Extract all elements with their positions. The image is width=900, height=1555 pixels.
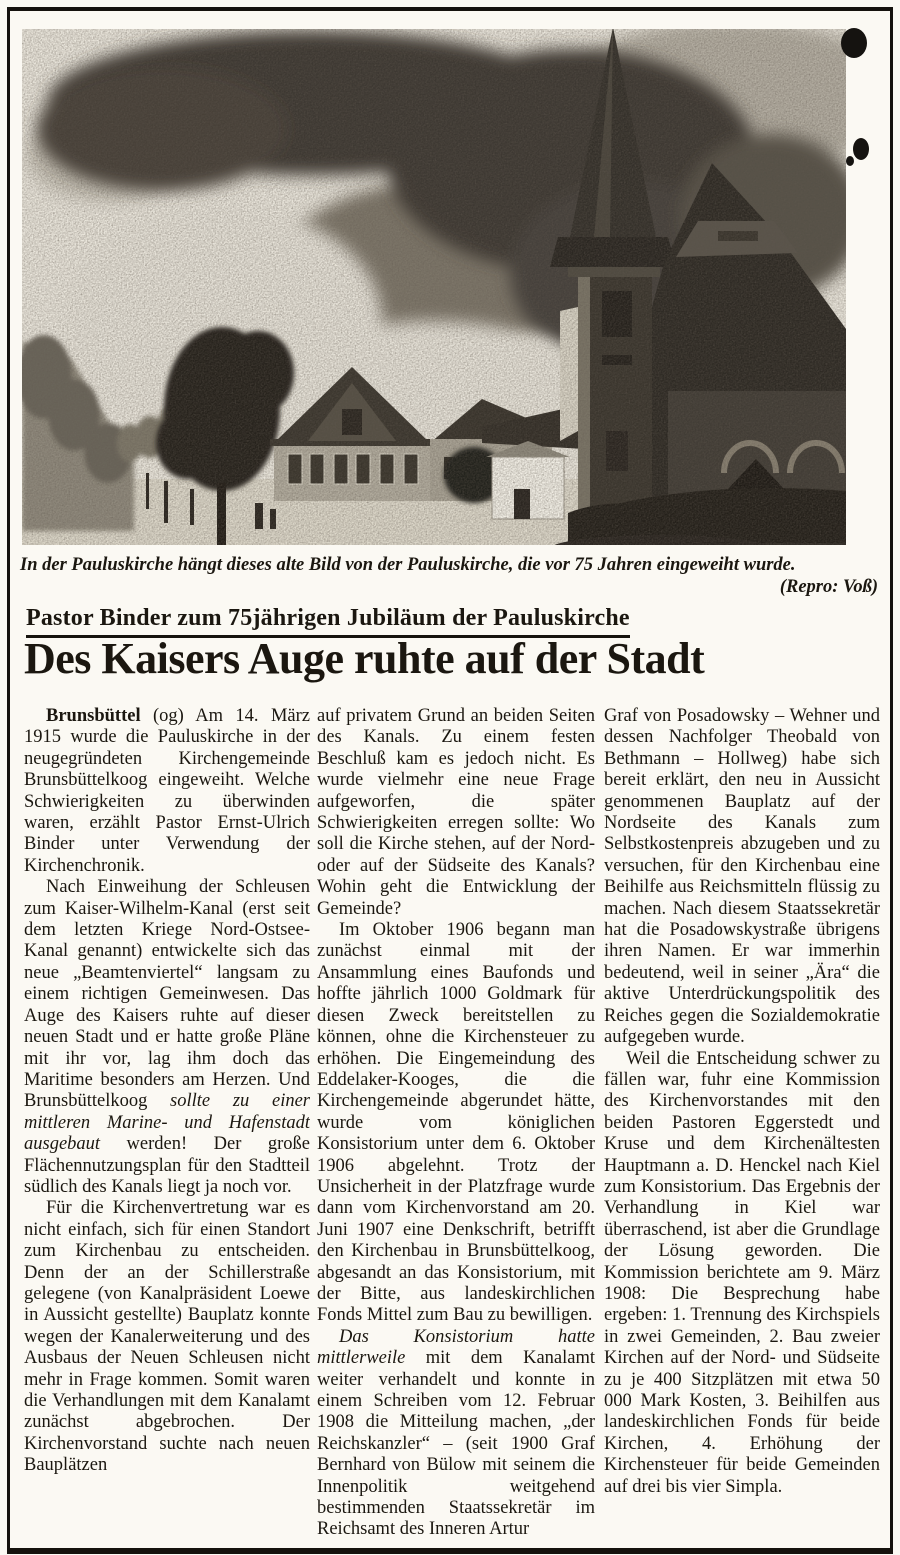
paragraph: auf privatem Grund an beiden Seiten des Kanals. Zu einem festen Beschluß kam es jedoch nicht. Es wurde vielmehr eine neue Frage aufgeworfen, die später Schwierigkeiten erregen sollte: Wo soll die Kirche stehen, auf der Nord- oder auf der Südseite des Kanals? Wohin geht die Entwicklung der Gemeinde? bbox=[317, 706, 595, 919]
paragraph bbox=[24, 877, 310, 1198]
paragraph-text: mit dem Kanalamt weiter verhandelt und konnte in einem Schreiben vom 12. Februar 1908 die Mitteilung machen, „der Reichskanzler“ – (seit 1900 Graf Bernhard von Bülow mit seinem die Innenpolitik weitgehend bestimmenden Staatssekretär im Reichsamt des Inneren Artur bbox=[317, 1348, 595, 1540]
paragraph: Graf von Posadowsky – Wehner und dessen Nachfolger Theobald von Bethmann – Hollweg) habe sich bereit erklärt, den neu in Aussicht genommenen Bauplatz auf der Nordseite des Kanals zum Selbstkostenpreis abzugeben und zu versuchen, für den Kirchenbau eine Beihilfe aus Reichsmitteln flüssig zu machen. Nach diesem Staatssekretär hat die Posadowskystraße übrigens ihren Namen. Er war immerhin bedeutend, weil in seiner „Ära“ die aktive Unterdrückungspolitik des Reiches gegen die Sozialdemokratie aufgegeben wurde. bbox=[604, 706, 880, 1048]
article-column-3 bbox=[604, 706, 880, 1544]
paragraph-text-italic: Das Konsistorium hatte mittlerweile bbox=[317, 1326, 595, 1369]
kicker: Pastor Binder zum 75jährigen Jubiläum der Pauluskirche bbox=[26, 605, 630, 638]
paragraph: Weil die Entscheidung schwer zu fällen war, fuhr eine Kommission des Kirchenvorstandes mit den beiden Pastoren Eggerstedt und Kruse und dem Kirchenältesten Hauptmann a. D. Henckel nach Kiel zum Konsistorium. Das Ergebnis der Verhandlung in Kiel war überraschend, ist aber die Grundlage der Lösung geworden. Die Kommission berichtete am 9. März 1908: Die Besprechung habe ergeben: 1. Trennung des Kirchspiels in zwei Gemeinden, 2. Bau zweier Kirchen auf der Nord- und Südseite zu je 400 Sitzplätzen mit etwa 50 000 Mark Kosten, 3. Beihilfen aus landeskirchlichen Fonds für beide Kirchen, 4. Erhöhung der Kirchensteuer für beide Gemeinden auf drei bis vier Simpla. bbox=[604, 1048, 880, 1497]
article-column-1 bbox=[24, 706, 310, 1544]
paragraph-text-italic: sollte zu einer mittleren Marine- und Hafenstadt ausgebaut bbox=[24, 1091, 310, 1155]
paragraph-text: Nach Einweihung der Schleusen zum Kaiser-Wilhelm-Kanal (erst seit dem letzten Kriege Nord-Ostsee-Kanal genannt) entwickelte sich das neue „Beamtenviertel“ langsam zu einem richtigen Gemeinwesen. Das Auge des Kaisers ruhte auf dieser neuen Stadt und er hatte große Pläne mit ihr vor, lag ihm doch das Maritime besonders am Herzen. Und Brunsbüttelkoog bbox=[24, 877, 310, 1112]
photo-caption: In der Pauluskirche hängt dieses alte Bild von der Pauluskirche, die vor 75 Jahren eingeweiht wurde. bbox=[20, 555, 796, 575]
paragraph-text: (og) Am 14. März 1915 wurde die Pauluskirche in der neugegründeten Kirchengemeinde Brunsbüttelkoog eingeweiht. Welche Schwierigkeiten zu überwinden waren, erzählt Pastor Ernst-Ulrich Binder unter Verwendung der Kirchenchronik. bbox=[24, 706, 310, 876]
photo-credit: (Repro: Voß) bbox=[779, 577, 878, 597]
paragraph bbox=[317, 1327, 595, 1541]
headline: Des Kaisers Auge ruhte auf der Stadt bbox=[24, 634, 705, 683]
church-photo-illustration bbox=[12, 11, 876, 551]
paragraph bbox=[24, 706, 310, 877]
paragraph-lead: Brunsbüttel bbox=[46, 706, 141, 726]
paragraph: Für die Kirchenvertretung war es nicht einfach, sich für einen Standort zum Kirchenbau zu entscheiden. Denn der an der Schillerstraße gelegene (von Kanalpräsident Loewe in Aussicht gestellte) Bauplatz konnte wegen der Kanalerweiterung und des Ausbaus der Neuen Schleusen nicht mehr in Frage kommen. Somit waren die Verhandlungen mit dem Kanalamt zunächst abgebrochen. Der Kirchenvorstand suchte nach neuen Bauplätzen bbox=[24, 1198, 310, 1476]
paragraph-text: werden! Der große Flächennutzungsplan für den Stadtteil südlich des Kanals liegt ja noch vor. bbox=[24, 1134, 310, 1197]
church-photo bbox=[12, 11, 876, 551]
article-column-2 bbox=[317, 706, 595, 1544]
paragraph: Im Oktober 1906 begann man zunächst einmal mit der Ansammlung eines Baufonds und hoffte jährlich 1000 Goldmark für diesen Zweck bereitstellen zu können, ohne die Kirchensteuer zu erhöhen. Die Eingemeindung des Eddelaker-Kooges, die die Kirchengemeinde abgerundet hätte, wurde vom königlichen Konsistorium unter dem 6. Oktober 1906 abgelehnt. Trotz der Unsicherheit in der Platzfrage wurde dann vom Kirchenvorstand am 20. Juni 1907 eine Denkschrift, betrifft den Kirchenbau in Brunsbüttelkoog, abgesandt an das Konsistorium, mit der Bitte, aus landeskirchlichen Fonds Mittel zum Bau zu bewilligen. bbox=[317, 920, 595, 1326]
